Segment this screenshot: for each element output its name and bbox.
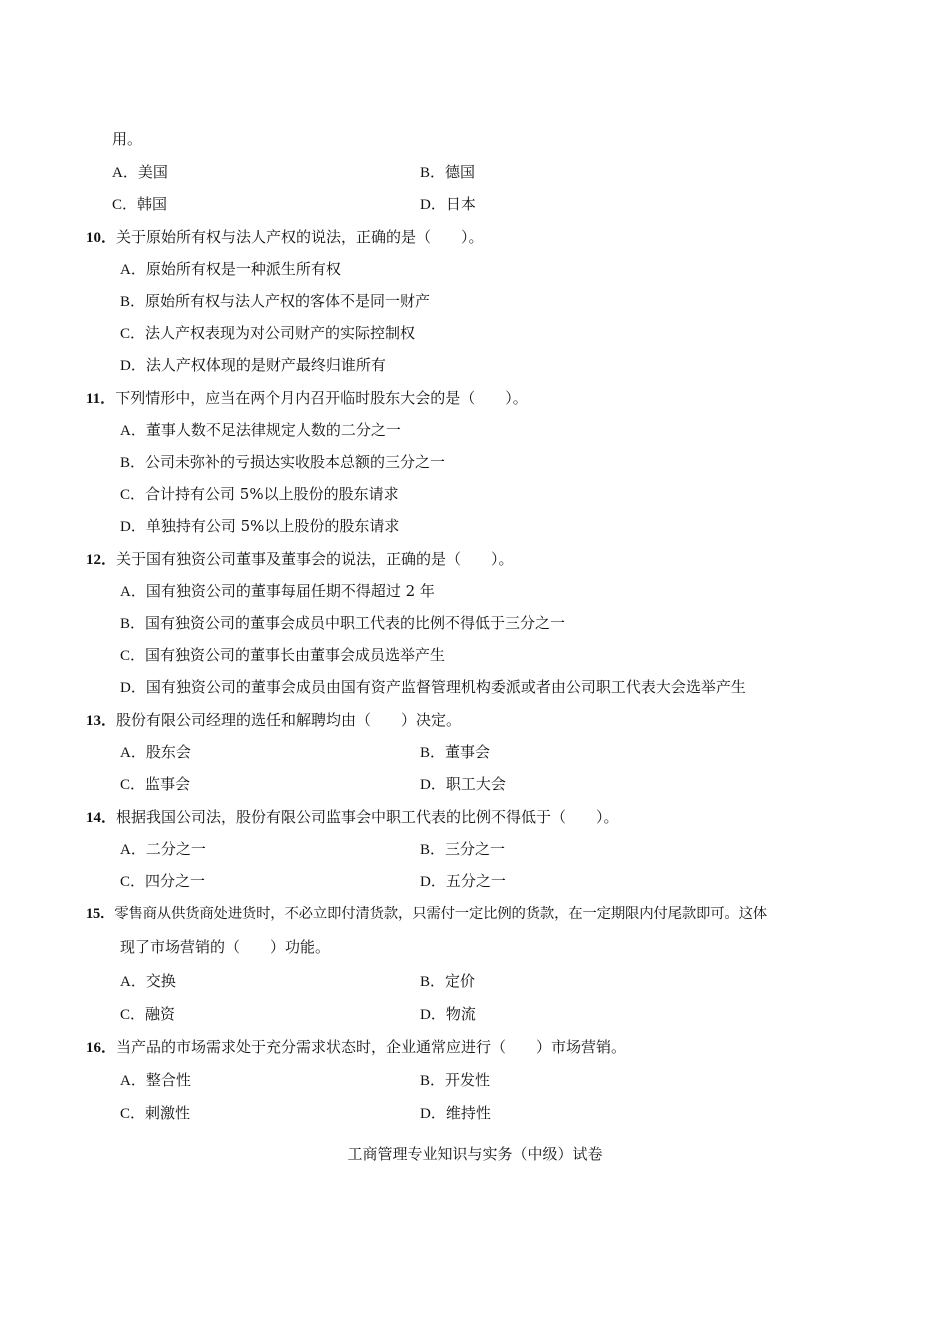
- q9-option-d: D．日本: [420, 195, 476, 213]
- q15-stem-line1: 15．零售商从供货商处进货时，不必立即付清货款，只需付一定比例的货款，在一定期限内付尾款即可。这体: [86, 906, 767, 922]
- q16-option-c: C．刺激性: [120, 1104, 191, 1122]
- q12-stem: 12．关于国有独资公司董事及董事会的说法，正确的是（ ）。: [86, 550, 514, 568]
- q12-option-a: A．国有独资公司的董事每届任期不得超过 2 年: [120, 582, 435, 600]
- q13-number: 13．: [86, 713, 117, 729]
- q16-option-d: D．维持性: [420, 1104, 491, 1122]
- q11-option-d: D．单独持有公司 5%以上股份的股东请求: [120, 517, 400, 535]
- q10-option-a: A．原始所有权是一种派生所有权: [120, 260, 341, 278]
- q10-number: 10．: [86, 230, 117, 246]
- q14-option-c: C．四分之一: [120, 872, 206, 890]
- q15-number: 15．: [86, 906, 115, 922]
- q10-option-b: B．原始所有权与法人产权的客体不是同一财产: [120, 292, 431, 310]
- q15-stem-line2: 现了市场营销的（ ）功能。: [120, 938, 331, 956]
- q16-stem: 16．当产品的市场需求处于充分需求状态时，企业通常应进行（ ）市场营销。: [86, 1038, 627, 1056]
- q10-stem: 10．关于原始所有权与法人产权的说法，正确的是（ ）。: [86, 228, 484, 246]
- q13-option-a: A．股东会: [120, 743, 191, 761]
- q14-stem: 14．根据我国公司法，股份有限公司监事会中职工代表的比例不得低于（ ）。: [86, 808, 619, 826]
- q12-option-c: C．国有独资公司的董事长由董事会成员选举产生: [120, 646, 446, 664]
- q13-option-c: C．监事会: [120, 775, 191, 793]
- q11-number: 11．: [86, 391, 116, 407]
- q9-option-c: C．韩国: [112, 195, 168, 213]
- q13-option-b: B．董事会: [420, 743, 491, 761]
- q12-number: 12．: [86, 552, 117, 568]
- q16-option-b: B．开发性: [420, 1071, 491, 1089]
- q10-option-d: D．法人产权体现的是财产最终归谁所有: [120, 356, 386, 374]
- q15-option-a: A．交换: [120, 972, 176, 990]
- q9-option-a: A．美国: [112, 163, 168, 181]
- q16-number: 16．: [86, 1040, 117, 1056]
- page-footer: 工商管理专业知识与实务（中级）试卷: [347, 1145, 603, 1163]
- q9-stem-continuation: 用。: [112, 130, 143, 148]
- q9-option-b: B．德国: [420, 163, 476, 181]
- q13-stem: 13．股份有限公司经理的选任和解聘均由（ ）决定。: [86, 711, 462, 729]
- q12-option-d: D．国有独资公司的董事会成员由国有资产监督管理机构委派或者由公司职工代表大会选举产生: [120, 678, 746, 696]
- q14-option-d: D．五分之一: [420, 872, 506, 890]
- q15-option-c: C．融资: [120, 1005, 176, 1023]
- q14-option-a: A．二分之一: [120, 840, 206, 858]
- q15-option-d: D．物流: [420, 1005, 476, 1023]
- q15-option-b: B．定价: [420, 972, 476, 990]
- q14-option-b: B．三分之一: [420, 840, 506, 858]
- q16-option-a: A．整合性: [120, 1071, 191, 1089]
- q11-option-a: A．董事人数不足法律规定人数的二分之一: [120, 421, 401, 439]
- q11-option-b: B．公司未弥补的亏损达实收股本总额的三分之一: [120, 453, 446, 471]
- q11-option-c: C．合计持有公司 5%以上股份的股东请求: [120, 485, 399, 503]
- q14-number: 14．: [86, 810, 117, 826]
- q11-stem: 11．下列情形中，应当在两个月内召开临时股东大会的是（ ）。: [86, 389, 528, 407]
- q13-option-d: D．职工大会: [420, 775, 506, 793]
- q10-option-c: C．法人产权表现为对公司财产的实际控制权: [120, 324, 416, 342]
- q12-option-b: B．国有独资公司的董事会成员中职工代表的比例不得低于三分之一: [120, 614, 566, 632]
